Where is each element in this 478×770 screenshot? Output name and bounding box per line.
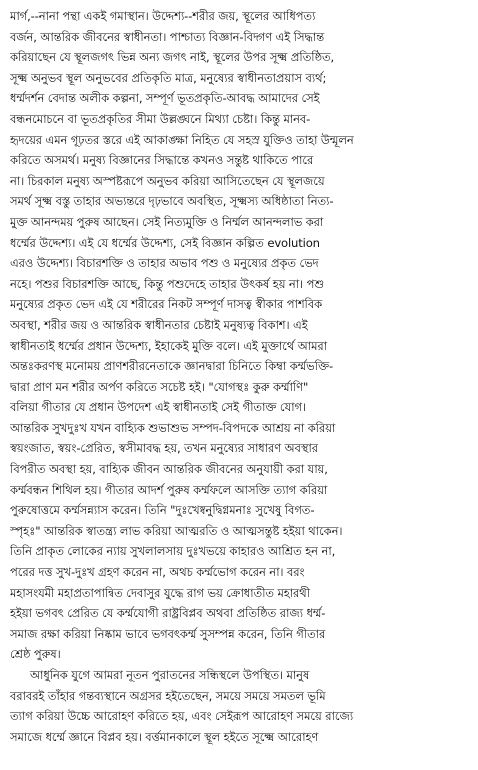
- text-line: মনুষ্যের প্রকৃত ভেদ এই যে শরীরের নিকট সম্পূর্ণ দাসত্ব স্বীকার পাশবিক: [10, 297, 323, 312]
- text-line: ত্যাগ করিয়া উচ্চে আরোহণ করিতে হয়, এবং সেইরূপ আরোহণ সময়ে রাজ্যে: [10, 709, 354, 724]
- text-line: বরাবরই তাঁহার গন্তব্যস্থানে অগ্রসর হইতেছেন, সময়ে সময়ে সমতল ভূমি: [10, 688, 326, 703]
- text-line: সমর্থ সূক্ষ্ম বস্তু তাহার অভ্যন্তরে দৃঢ়ভাবে অবস্থিত, সূক্ষ্মস্য অধিষ্ঠাতা নিত্য-: [10, 194, 334, 209]
- text-line: এরও উদ্দেশ্য। বিচারশক্তি ও তাহার অভাব পশু ও মনুষ্যের প্রকৃত ভেদ: [10, 256, 319, 271]
- text-line: শ্রেষ্ঠ পুরুষ।: [10, 647, 61, 662]
- text-line: হইয়া ভগবৎ প্রেরিত যে কর্ম্মযোগী রাষ্ট্রবিপ্লব অথবা প্রতিষ্ঠিত রাজ্য ধর্ম্ম-: [10, 606, 326, 621]
- text-line: মার্গ,--নানা পন্থা একই গমাস্থান। উদ্দেশ্য--শরীর জয়, স্থূলের আধিপত্য: [10, 9, 316, 23]
- text-line: অবস্থা, শরীর জয় ও আন্তরিক স্বাধীনতার চেষ্টাই মনুষ্যত্ব বিকাশ। এই: [10, 317, 308, 332]
- text-line: বলিয়া গীতার যে প্রধান উপদেশ এই স্বাধীনতাই সেই গীতাক্ত যোগ।: [10, 400, 306, 415]
- text-line: দ্বারা প্রাণ মন শরীর অর্পণ করিতে সচেষ্ট হই। "যোগস্থঃ কুরু কর্ম্মাণি": [10, 379, 309, 394]
- text-line: অন্তঃকরণস্থ মনোময় প্রাণশরীরনেতাকে জ্ঞানদ্বারা চিনিতে কিম্বা কর্ম্মভক্তি-: [10, 359, 334, 374]
- text-line: স্পৃহঃ" আন্তরিক স্বাতন্ত্র্য লাভ করিয়া আত্মরতি ও আত্মসন্তুষ্ট হইয়া থাকেন।: [10, 523, 343, 538]
- text-line: মহাসংযমী মহাপ্রতাপান্বিত দেবাসুর যুদ্ধে রাগ ভয় ক্রোধাতীত মহারথী: [10, 585, 310, 600]
- body-text: [10, 6, 470, 747]
- text-line: নহে। পশুর বিচারশক্তি আছে, কিন্তু পশুদেহে তাহার উৎকর্ষ হয় না। পশু: [10, 276, 325, 291]
- text-line: মুক্ত আনন্দময় পুরুষ আছেন। সেই নিত্যমুক্তি ও নির্ম্মল আনন্দলাভ করা: [10, 214, 324, 229]
- text-line: বন্ধনমোচনে বা ভূতপ্রকৃতির সীমা উল্লঙ্ঘনে মিথ্যা চেষ্টা। কিন্তু মানব-: [10, 111, 311, 126]
- text-line: পরের দত্ত সুখ-দুঃখ গ্রহণ করেন না, অথচ কর্ম্মভোগ করেন না। বরং: [10, 565, 305, 580]
- text-line: কর্ম্মবন্ধন শিথিল হয়। গীতার আদর্শ পুরুষ কর্ম্মফলে আসক্তি ত্যাগ করিয়া: [10, 482, 328, 497]
- text-line: ধর্ম্মদর্শন বেদান্ত অলীক কল্পনা, সম্পূর্ণ ভূতপ্রকৃতি-আবদ্ধ আমাদের সেই: [10, 91, 320, 106]
- text-line: সূক্ষ্ম অনুভব স্থূল অনুভবের প্রতিকৃতি মাত্র, মনুষ্যের স্বাধীনতাপ্রয়াস ব্যর্থ;: [10, 70, 327, 85]
- text-line: স্বয়ংজাত, স্বয়ং-প্রেরিত, স্বসীমাবদ্ধ হয়, তখন মনুষ্যের সাধারণ অবস্থার: [10, 441, 318, 456]
- text-line: সমাজ রক্ষা করিয়া নিষ্কাম ভাবে ভগবৎকর্ম্ম সুসম্পন্ন করেন, তিনি গীতার: [10, 626, 326, 641]
- text-line: বর্জন, আন্তরিক জীবনের স্বাধীনতা। পাশ্চাত্য বিজ্ঞান-বিদ্গণ এই সিদ্ধান্ত: [10, 29, 325, 44]
- text-line: তিনি প্রাকৃত লোকের ন্যায় সুখলালসায় দুঃখভয়ে কাহারও আশ্রিত হন না,: [10, 544, 336, 559]
- text-line: করিয়াছেন যে স্থূলজগৎ ভিন্ন অন্য জগৎ নাই, স্থূলের উপর সূক্ষ্ম প্রতিষ্ঠিত,: [10, 50, 335, 65]
- text-line: স্বাধীনতাই ধর্ম্মের প্রধান উদ্দেশ্য, ইহাকেই মুক্তি বলে। এই মুক্তার্থে আমরা: [10, 338, 327, 353]
- text-line: সমাজে ধর্ম্মে জ্ঞানে বিপ্লব হয়। বর্ত্তমানকালে স্থূল হইতে সূক্ষ্মে আরোহণ: [10, 729, 319, 744]
- text-line: আন্তরিক সুখদুঃখ যখন বাহ্যিক শুভাশুভ সম্পদ-বিপদকে আশ্রয় না করিয়া: [10, 420, 336, 435]
- text-line: ধর্ম্মের উদ্দেশ্য। এই যে ধর্ম্মের উদ্দেশ্য, সেই বিজ্ঞান কল্পিত evolution: [10, 235, 320, 250]
- text-line: বিপরীত অবস্থা হয়, বাহ্যিক জীবন আন্তরিক জীবনের অনুযায়ী করা যায়,: [10, 462, 328, 477]
- text-line: করিতে অসমর্থ। মনুষ্য বিজ্ঞানের সিদ্ধান্তে কখনও সন্তুষ্ট থাকিতে পারে: [10, 153, 314, 168]
- text-line: না। চিরকাল মনুষ্য অস্পষ্টরূপে অনুভব করিয়া আসিতেছেন যে স্থূলজয়ে: [10, 173, 325, 188]
- text-line: পুরুষোত্তমে কর্ম্মসন্ন্যাস করেন। তিনি "দুঃখেষ্বনুদ্বিগ্নমনাঃ সুখেষু বিগত-: [10, 503, 315, 518]
- paragraph-start-line: আধুনিক যুগে আমরা নূতন পুরাতনের সন্ধিস্থলে উপস্থিত। মানুষ: [30, 668, 310, 682]
- text-line: হৃদয়ের এমন গূঢ়তর স্তরে এই আকাঙ্ক্ষা নিহিত যে সহস্র যুক্তিও তাহা উন্মূলন: [10, 132, 354, 147]
